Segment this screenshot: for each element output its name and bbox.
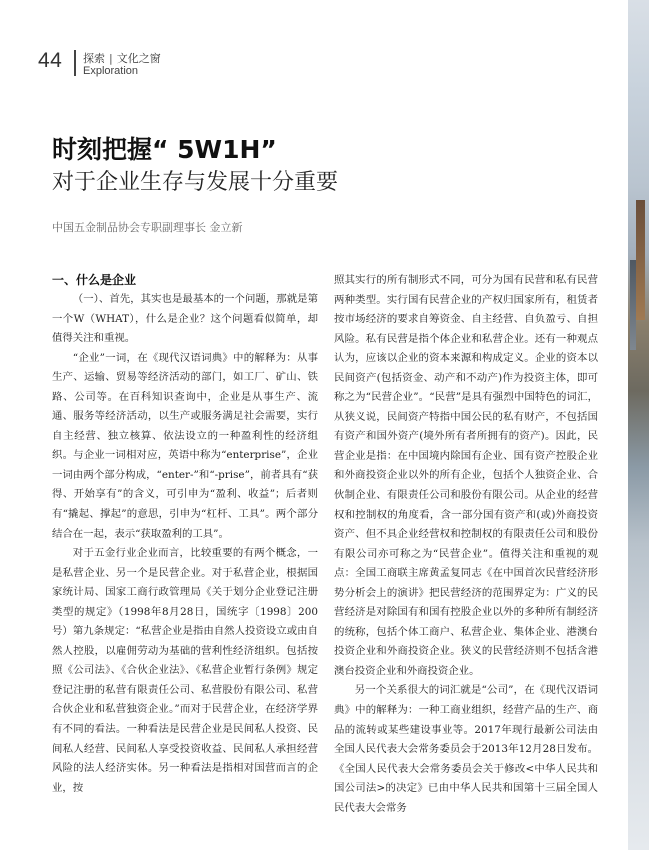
section-label-english: Exploration [83,65,139,77]
building-illustration [636,200,645,320]
right-column [334,271,598,818]
left-column [52,270,318,798]
article-author: 中国五金制品协会专职副理事长 金立新 [52,221,243,234]
paragraph: “企业”一词，在《现代汉语词典》中的解释为：从事生产、运输、贸易等经济活动的部门，如工厂、矿山、铁路、公司等。在百科知识查询中，企业是从事生产、流通、服务等经济活动，以生产或服务满足社会需要，实行自主经营、独立核算、依法设立的一种盈利性的经济组织。与企业一词相对应，英语中称为“enterprise”，企业一词由两个部分构成，“enter-”和“-prise”，前者具有“获得、开始享有”的含义，可引申为“盈利、收益”；后者则有“撬起、撑起”的意思，引申为“杠杆、工具”。两个部分结合在一起，表示“获取盈利的工具”。 [52,351,318,540]
paragraph: （一）、首先，其实也是最基本的一个问题，那就是第一个W（WHAT），什么是企业？这个问题看似简单，却值得关注和重视。 [52,293,318,345]
header-divider [74,50,76,76]
paragraph: 另一个关系很大的词汇就是“公司”，在《现代汉语词典》中的解释为：一种工商业组织，经营产品的生产、商品的流转或某些建设事业等。2017年现行最新公司法由全国人民代表大会常务委员会于2013年12月28日发布。《全国人民代表大会常务委员会关于修改<中华人民共和国公司法>的决定》已由中华人民共和国第十三届全国人民代表大会常务 [334,684,598,814]
page-number: 44 [38,49,63,72]
article-subtitle: 对于企业生存与发展十分重要 [52,170,339,195]
section-name: 探索 [83,52,105,65]
section-label [83,50,161,66]
section-separator: | [109,52,113,65]
background-photo-strip [628,0,649,850]
section-heading: 一、什么是企业 [52,273,137,287]
paragraph: 对于五金行业企业而言，比较重要的有两个概念，一是私营企业、另一个是民营企业。对于私营企业，根据国家统计局、国家工商行政管理局《关于划分企业登记注册类型的规定》（1998年8月28日，国统字〔1998〕200号）第九条规定：“私营企业是指由自然人投资设立或由自然人控股，以雇佣劳动为基础的营利性经济组织。包括按照《公司法》、《合伙企业法》、《私营企业暂行条例》规定登记注册的私营有限责任公司、私营股份有限公司、私营合伙企业和私营独资企业。”而对于民营企业，在经济学界有不同的看法。一种看法是民营企业是民间私人投资、民间私人经营、民间私人享受投资收益、民间私人承担经营风险的法人经济实体。另一种看法是指相对国营而言的企业，按 [52,547,318,794]
article-title: 时刻把握“ 5W1H” [52,135,277,164]
subsection-name: 文化之窗 [116,52,161,65]
building-illustration [630,260,636,350]
paragraph: 照其实行的所有制形式不同，可分为国有民营和私有民营两种类型。实行国有民营企业的产权归国家所有，租赁者按市场经济的要求自筹资金、自主经营、自负盈亏、自担风险。私有民营是指个体企业和私营企业。还有一种观点认为，应该以企业的资本来源和构成定义。企业的资本以民间资产(包括资金、动产和不动产)作为投资主体，即可称之为“民营企业”。“民营”是具有强烈中国特色的词汇，从狭义说，民间资产特指中国公民的私有财产，不包括国有资产和国外资产(境外所有者所拥有的资产)。因此，民营企业是指：在中国境内除国有企业、国有资产控股企业和外商投资企业以外的所有企业，包括个人独资企业、合伙制企业、有限责任公司和股份有限公司。从企业的经营权和控制权的角度看，含一部分国有资产和(或)外商投资资产、但不具企业经营权和控制权的有限责任公司和股份有限公司亦可称之为“民营企业”。值得关注和重视的观点：全国工商联主席黄孟复同志《在中国首次民营经济形势分析会上的演讲》把民营经济的范围界定为：广义的民营经济是对除国有和国有控股企业以外的多种所有制经济的统称，包括个体工商户、私营企业、集体企业、港澳台投资企业和外商投资企业。狭义的民营经济则不包括含港澳台投资企业和外商投资企业。 [334,274,598,677]
